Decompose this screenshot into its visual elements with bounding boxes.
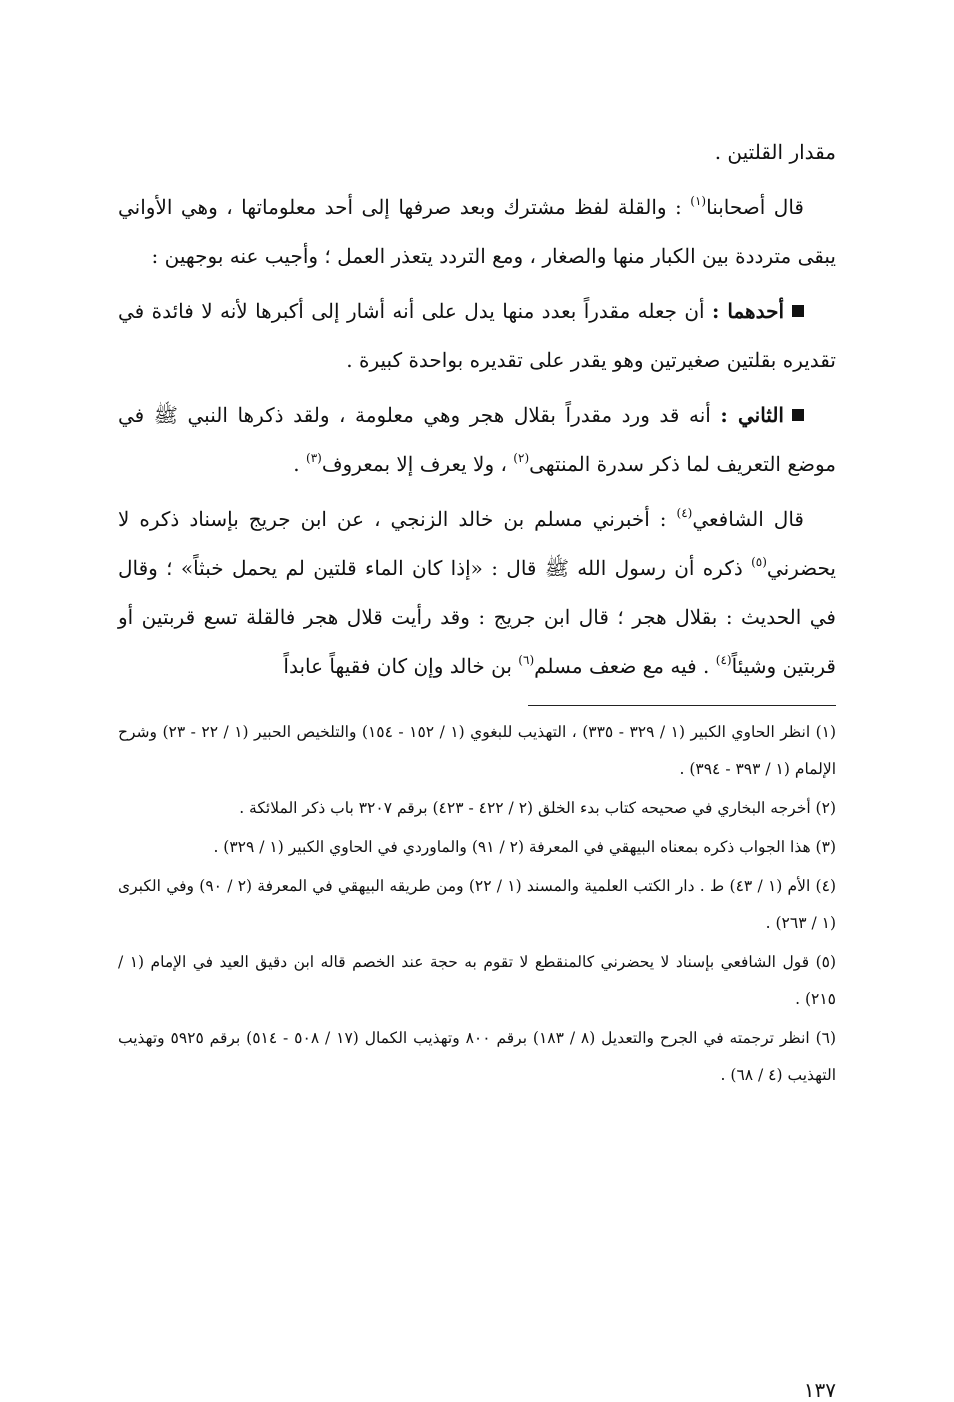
paragraph-2-label: أحدهما : <box>712 299 784 323</box>
footnote-ref-2: (٢) <box>513 451 530 465</box>
footnote-ref-6: (٦) <box>518 653 535 667</box>
heading-line: مقدار القلتين . <box>714 140 836 164</box>
book-page <box>118 128 837 1402</box>
footnote-ref-4: (٤) <box>676 506 693 520</box>
footnotes <box>118 714 836 1094</box>
page-number: ١٣٧ <box>803 1378 836 1402</box>
footnote-ref-3: (٣) <box>306 451 322 465</box>
paragraph-3-label: الثاني : <box>720 403 784 427</box>
footnote-ref-1: (١) <box>690 194 707 208</box>
square-bullet-icon <box>792 409 804 421</box>
footnote-3: (٣) هذا الجواب ذكره بمعناه البيهقي في المعرفة (٢ / ٩١) والماوردي في الحاوي الكبير (١ / ٣٢٩) . <box>213 838 836 856</box>
footnote-4: (٤) الأم (١ / ٤٣) ط . دار الكتب العلمية والمسند (١ / ٢٢) ومن طريقه البيهقي في المعرفة (٢ / ٩٠) وفي الكبرى (١ / ٢٦٣) . <box>118 877 836 932</box>
footnote-ref-5: (٥) <box>751 555 767 569</box>
paragraph-4: قال الشافعي$^{(٤)}$ : أخبرني مسلم بن خالد الزنجي ، عن ابن جريج بإسناد ذكره لا يحضرني$^{(٥)}$ ذكره أن رسول الله ﷺ قال : «إذا كان الماء قلتين لم يحمل خبثاً» ؛ وقال في الحديث : بقلال هجر ؛ قال ابن جريج : وقد رأيت قلال هجر فالقلة تسع قربتين أو قربتين وشيئاً$^{(٤)}$ . فيه مع ضعف مسلم$^{(٦)}$ بن خالد وإن كان فقيهاً عابداً <box>118 506 836 678</box>
main-text <box>118 128 836 691</box>
square-bullet-icon <box>792 305 804 317</box>
footnote-6: (٦) انظر ترجمته في الجرح والتعديل (٨ / ١٨٣) برقم ٨٠٠ وتهذيب الكمال (١٧ / ٥٠٨ - ٥١٤) برقم ٥٩٢٥ وتهذيب التهذيب (٤ / ٦٨) . <box>118 1029 837 1084</box>
footnote-1: (١) انظر الحاوي الكبير (١ / ٣٢٩ - ٣٣٥) ، التهذيب للبغوي (١ / ١٥٢ - ١٥٤) والتلخيص الحبير (١ / ٢٢ - ٢٣) وشرح الإلمام (١ / ٣٩٣ - ٣٩٤) . <box>118 723 837 778</box>
footnote-2: (٢) أخرجه البخاري في صحيحه كتاب بدء الخلق (٢ / ٤٢٢ - ٤٢٣) برقم ٣٢٠٧ باب ذكر الملائكة . <box>239 799 836 817</box>
paragraph-1: قال أصحابنا$^{(١)}$ : والقلة لفظ مشترك وبعد صرفها إلى أحد معلوماتها ، وهي الأواني يبقى مترددة بين الكبار منها والصغار ، ومع التردد يتعذر العمل ؛ وأجيب عنه بوجهين : <box>118 194 836 268</box>
footnote-divider <box>528 705 836 706</box>
footnote-5: (٥) قول الشافعي بإسناد لا يحضرني كالمنقطع لا تقوم به حجة عند الخصم قاله ابن دقيق العيد في الإمام (١ / ٢١٥) . <box>118 953 837 1008</box>
paragraph-3: الثاني : أنه قد ورد مقدراً بقلال هجر وهي معلومة ، ولقد ذكرها النبي ﷺ في موضع التعريف لما ذكر سدرة المنتهى$^{(٢)}$ ، ولا يعرف إلا بمعروف$^{(٣)}$ . <box>118 403 836 476</box>
paragraph-2: أحدهما : أن جعله مقدراً بعدد منها يدل على أنه أشار إلى أكبرها لأنه لا فائدة في تقديره بقلتين صغيرتين وهو يقدر على تقديره بواحدة كبيرة . <box>118 299 836 372</box>
footnote-ref-4b: (٤) <box>715 653 732 667</box>
